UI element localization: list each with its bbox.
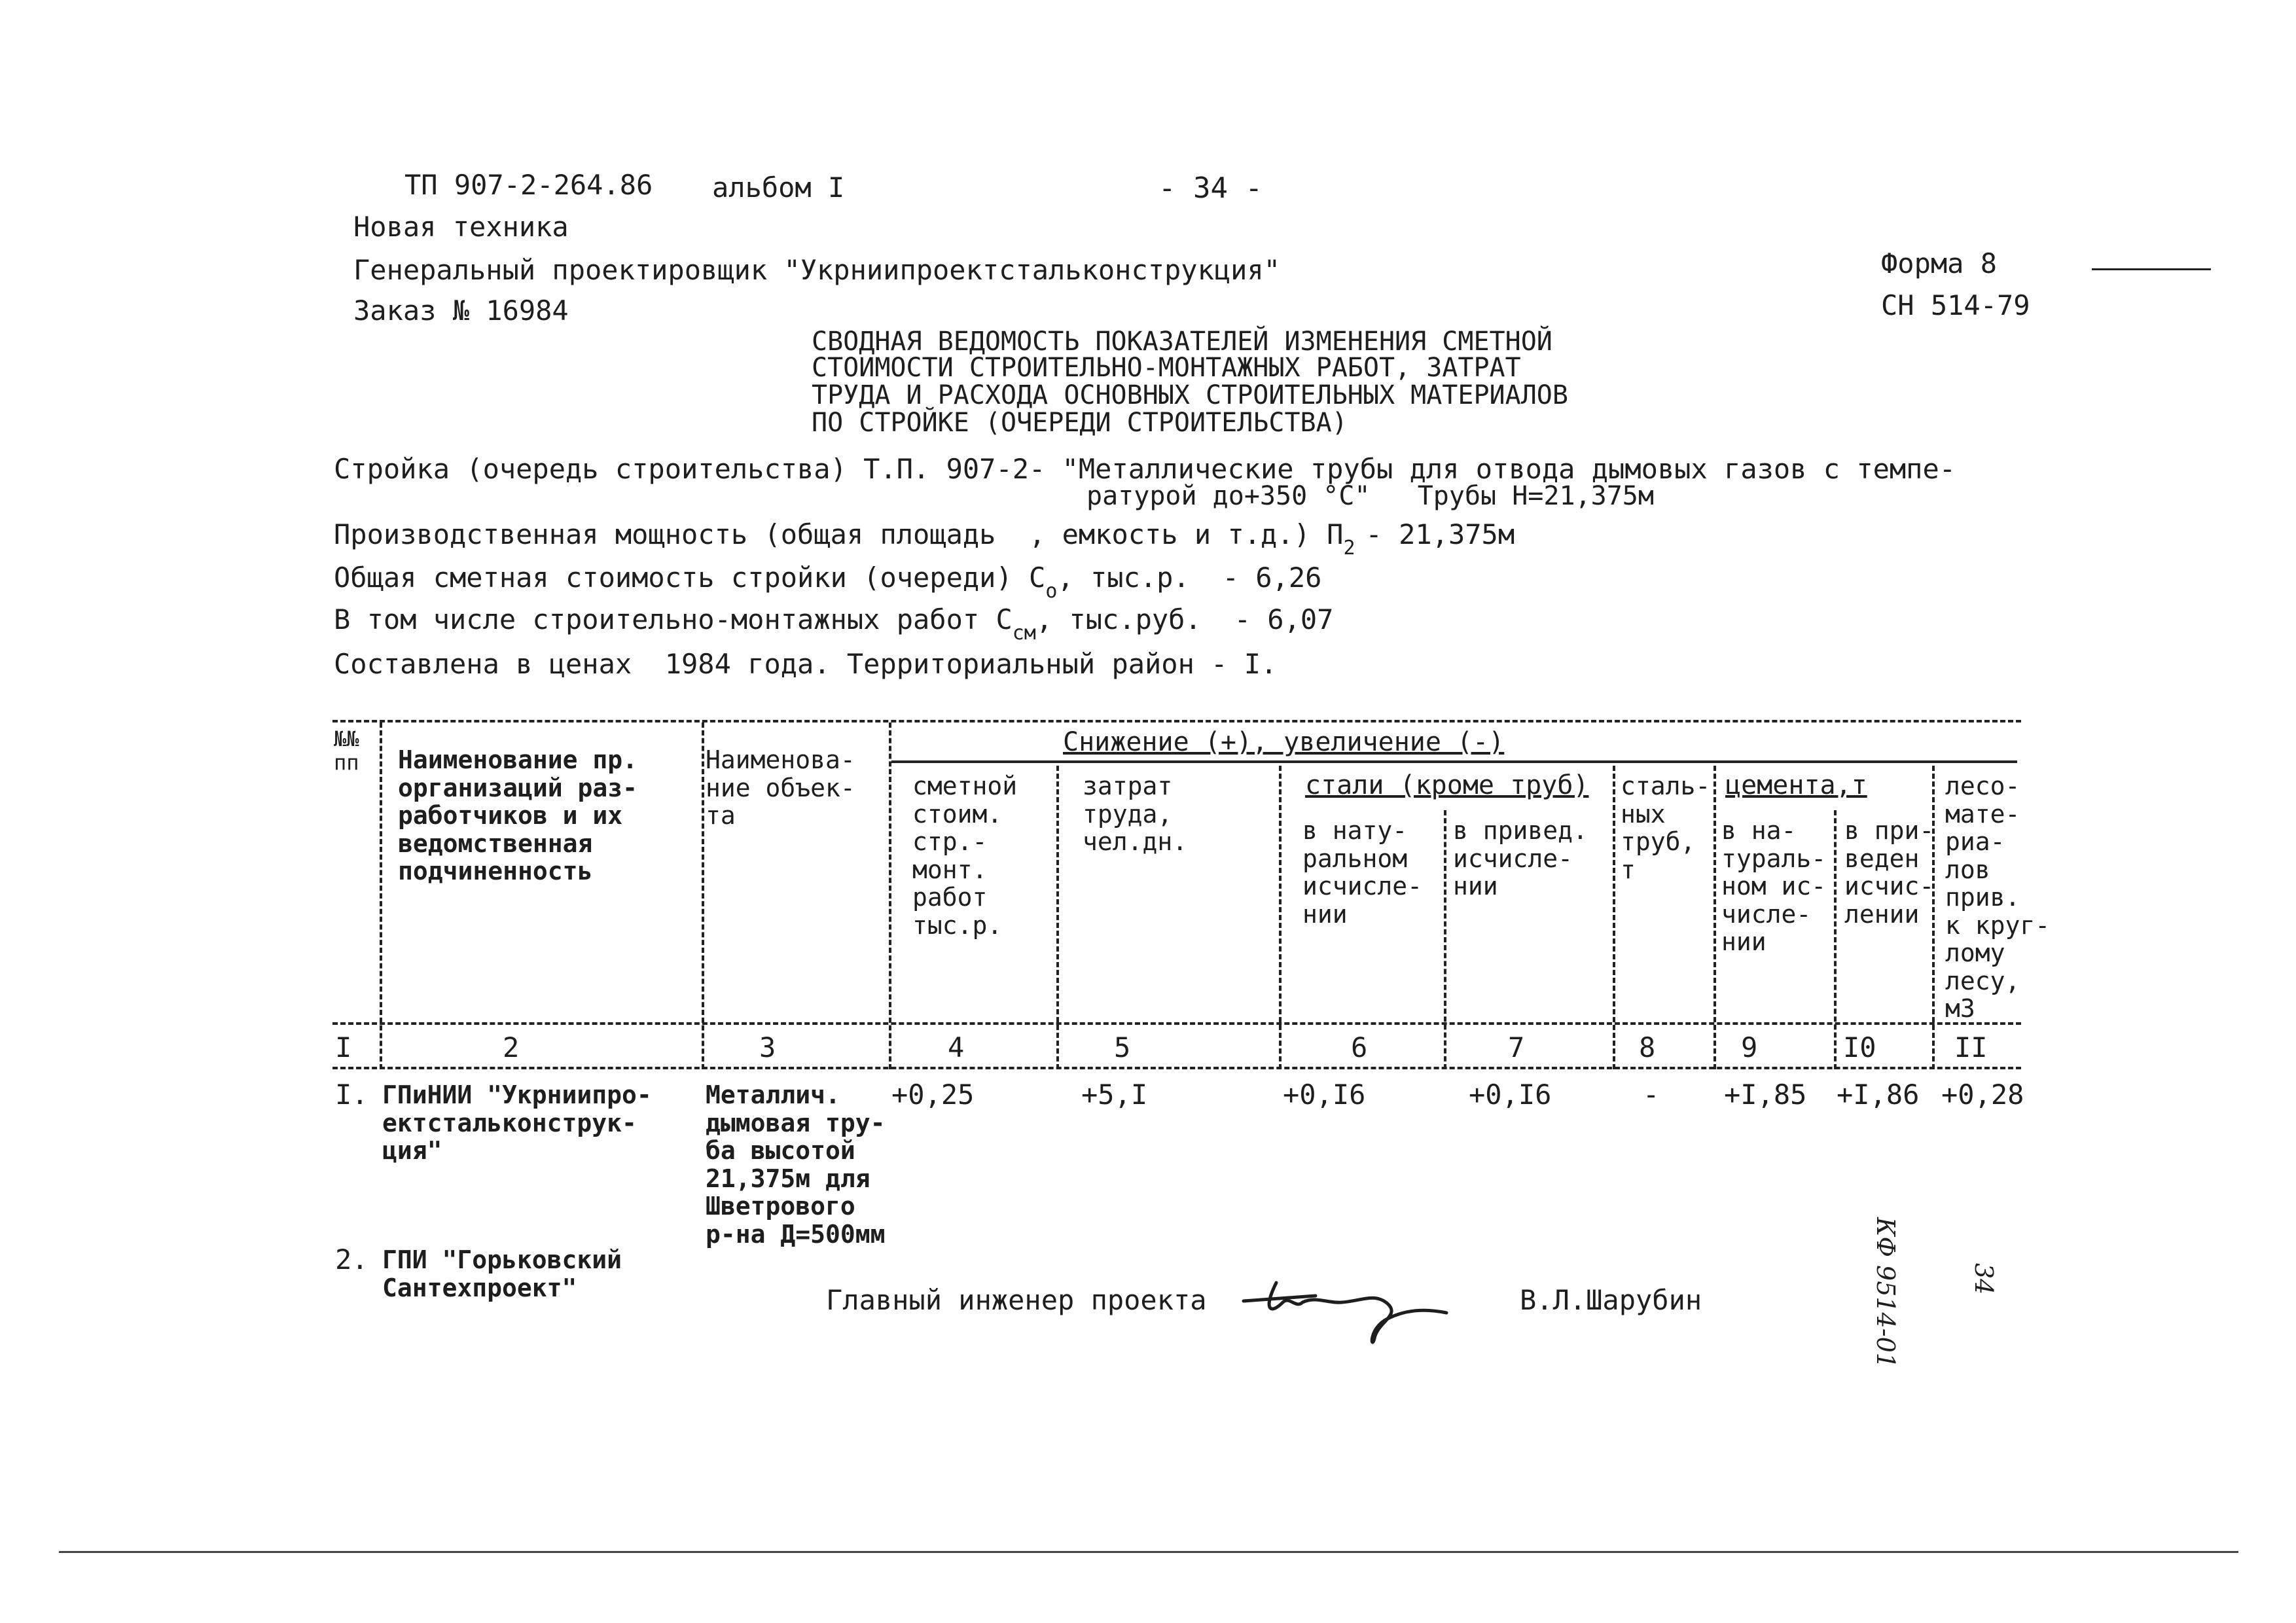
prices-line: Составлена в ценах 1984 года. Территориальный район - I. [334,648,1278,680]
col-number-10: I0 [1843,1031,1876,1063]
col-sep-3 [889,722,891,1069]
signer-name: В.Л.Шарубин [1520,1284,1702,1316]
col-header-9: в на- тураль- ном ис- числе- нии [1721,816,1827,957]
row-1-object: Металлич. дымовая тру- ба высотой 21,375м для Шветрового р-на Д=500мм [706,1080,886,1249]
col-header-1: №№ пп [334,726,359,775]
col-header-11: лесо- мате- риа- лов прив. к круг- лому лесу, м3 [1945,772,2051,1024]
cement-group-label: цемента,т [1725,770,1867,800]
doc-code: ТП 907-2-264.86 [404,169,653,201]
total-cost-unit: , тыс.р. [1057,562,1190,594]
order-number: Заказ № 16984 [353,294,569,327]
capacity-value: - 21,375м [1365,518,1515,550]
col-header-10: в при- веден исчис- лении [1844,816,1935,929]
steel-group-label: стали (кроме труб) [1305,770,1589,800]
stamp-code: КФ 9514-01 [1871,1217,1900,1368]
smr-cost-subscript: см [1012,622,1036,645]
col-header-8: сталь- ных труб, т [1621,772,1711,884]
capacity-line [334,518,1515,560]
title-line-3: ТРУДА И РАСХОДА ОСНОВНЫХ СТРОИТЕЛЬНЫХ МАТЕРИАЛОВ [812,380,1568,410]
col-number-6: 6 [1351,1031,1368,1063]
standard-label: СН 514-79 [1881,289,2030,321]
row-1-number: I. [335,1079,368,1111]
smr-cost-unit: , тыс.руб. [1035,603,1202,635]
col-header-5: затрат труда, чел.дн. [1083,772,1188,857]
total-cost-subscript: о [1045,580,1058,603]
col-number-11: II [1954,1031,1988,1063]
header-rule [2092,268,2211,270]
row-2-number: 2. [335,1243,368,1275]
col-sep-9 [1834,810,1837,1069]
row-1-organization: ГПиНИИ "Укрниипро- ектстальконструк- ция" [382,1080,652,1166]
row-2-organization: ГПИ "Горьковский Сантехпроект" [382,1245,622,1302]
title-line-2: СТОИМОСТИ СТРОИТЕЛЬНО-МОНТАЖНЫХ РАБОТ, ЗАТРАТ [812,353,1521,383]
col-header-7: в привед. исчисле- нии [1453,816,1588,901]
col-header-4: сметной стоим. стр.- монт. работ тыс.р. [912,772,1018,940]
row-1-steel-natural: +0,I6 [1283,1079,1366,1111]
col-number-1: I [335,1031,352,1063]
row-1-timber: +0,28 [1941,1079,2024,1111]
form-label: Форма 8 [1881,247,1998,279]
header-bottom-rule [332,1022,2021,1025]
capacity-text: Производственная мощность (общая площадь , емкость и т.д.) П [334,518,1344,550]
row-1-labor: +5,I [1081,1079,1148,1111]
new-tech-label: Новая техника [353,211,569,243]
smr-cost-value: - 6,07 [1234,603,1334,635]
project-line-1: Стройка (очередь строительства) Т.П. 907-2- "Металлические трубы для отвода дымовых газов с темпе- [334,453,1956,485]
row-1-cement-reduced: +I,86 [1837,1079,1920,1111]
row-1-cost: +0,25 [891,1079,975,1111]
project-line-2: ратурой до+350 °С" Трубы Н=21,375м [1086,481,1654,511]
title-line-4: ПО СТРОЙКЕ (ОЧЕРЕДИ СТРОИТЕЛЬСТВА) [812,408,1348,438]
general-designer: Генеральный проектировщик "Укрниипроектстальконструкция" [353,254,1281,286]
col-number-9: 9 [1741,1031,1758,1063]
capacity-subscript: 2 [1343,537,1355,560]
stamp-page: 34 [1969,1263,1998,1295]
col-number-7: 7 [1508,1031,1525,1063]
col-number-4: 4 [948,1031,965,1063]
smr-cost-text: В том числе строительно-монтажных работ С [334,603,1013,635]
page-bottom-rule [59,1551,2238,1553]
group-header-change: Снижение (+), увеличение (-) [1063,727,1505,757]
total-cost-value: - 6,26 [1222,562,1322,594]
column-number-rule [332,1067,2021,1069]
col-header-2: Наименование пр. организаций раз- работчиков и их ведомственная подчиненность [398,745,638,886]
col-header-3: Наименова- ние объек- та [706,745,855,830]
col-number-8: 8 [1639,1031,1656,1063]
col-number-3: 3 [759,1031,776,1063]
page-number: - 34 - [1158,171,1263,205]
title-line-1: СВОДНАЯ ВЕДОМОСТЬ ПОКАЗАТЕЛЕЙ ИЗМЕНЕНИЯ СМЕТНОЙ [812,327,1552,357]
total-cost-line [334,562,1322,603]
row-1-cement-natural: +I,85 [1724,1079,1807,1111]
col-sep-2 [702,722,704,1069]
col-sep-1 [380,722,382,1069]
signature-mark [1237,1263,1453,1355]
row-1-steel-pipes: - [1643,1079,1660,1111]
col-number-2: 2 [503,1031,520,1063]
table-top-rule [332,720,2021,722]
col-number-5: 5 [1114,1031,1131,1063]
smr-cost-line [334,603,1334,645]
signature-label: Главный инженер проекта [826,1284,1207,1316]
col-sep-6 [1444,810,1446,1069]
col-header-6: в нату- ральном исчисле- нии [1302,816,1423,929]
row-1-steel-reduced: +0,I6 [1469,1079,1552,1111]
album-label: альбом I [712,171,845,204]
total-cost-text: Общая сметная стоимость стройки (очереди) С [334,562,1046,594]
group-header-rule [891,760,2017,763]
